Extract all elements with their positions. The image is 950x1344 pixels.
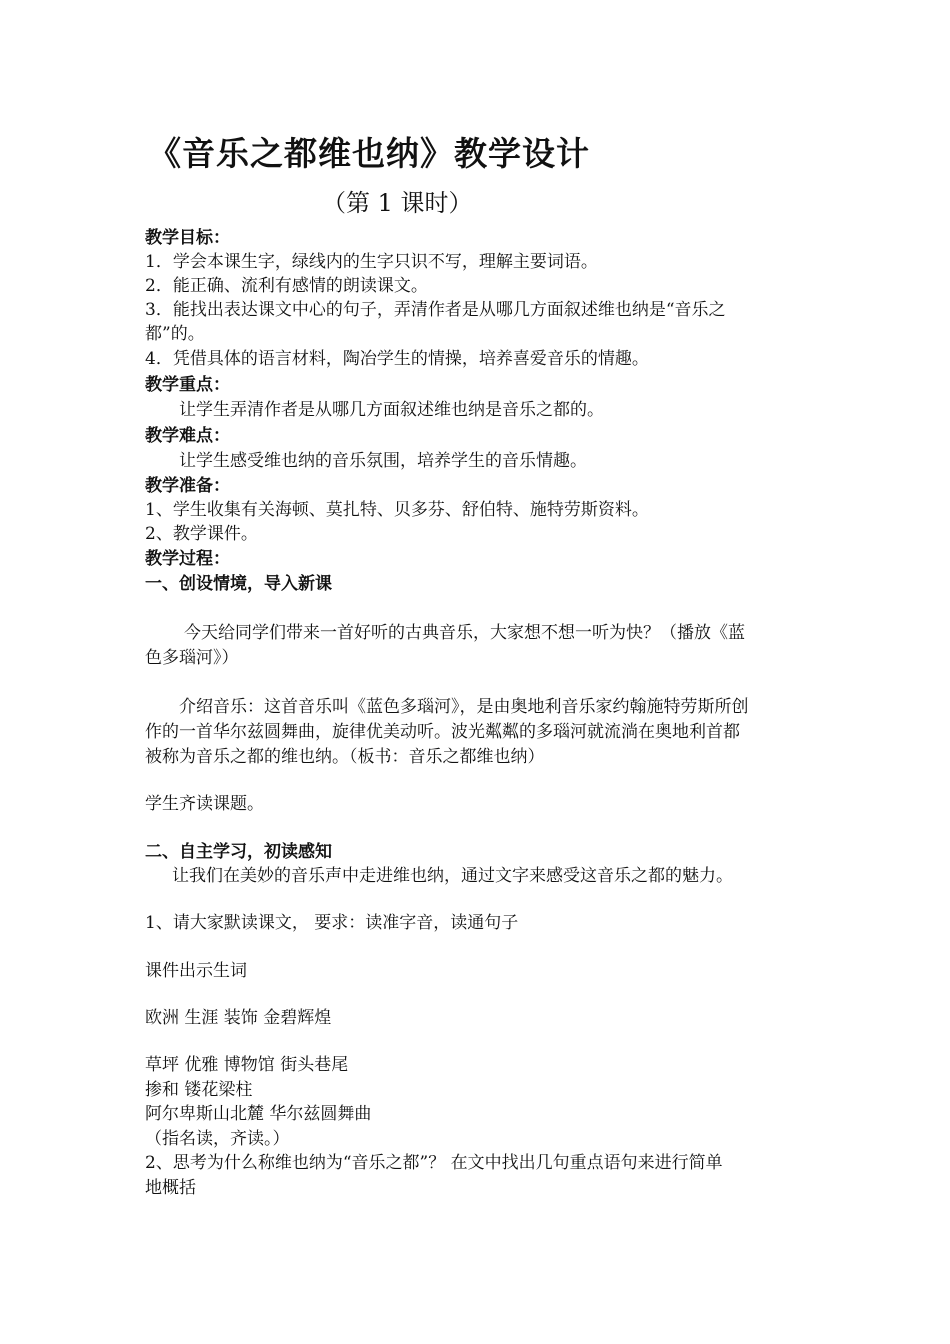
body-line: 作的一首华尔兹圆舞曲，旋律优美动听。波光粼粼的多瑙河就流淌在奥地利首都 bbox=[145, 722, 740, 742]
objective-line: 2．能正确、流利有感情的朗读课文。 bbox=[145, 276, 428, 296]
body-line: （指名读，齐读。） bbox=[145, 1129, 290, 1149]
objective-line: 都”的。 bbox=[145, 324, 205, 344]
document-subtitle: （第 1 课时） bbox=[322, 189, 473, 217]
body-line: 被称为音乐之都的维也纳。（板书：音乐之都维也纳） bbox=[145, 747, 545, 767]
body-line: 色多瑙河》） bbox=[145, 648, 239, 668]
body-line: 让我们在美妙的音乐声中走进维也纳，通过文字来感受这音乐之都的魅力。 bbox=[172, 866, 733, 886]
body-line: 2、思考为什么称维也纳为“音乐之都”？ 在文中找出几句重点语句来进行简单 bbox=[145, 1153, 723, 1173]
vocab-line: 欧洲 生涯 装饰 金碧辉煌 bbox=[145, 1008, 332, 1028]
vocab-line: 草坪 优雅 博物馆 街头巷尾 bbox=[145, 1055, 349, 1075]
heading-objectives: 教学目标： bbox=[145, 228, 230, 248]
objective-line: 4．凭借具体的语言材料，陶冶学生的情操，培养喜爱音乐的情趣。 bbox=[145, 349, 649, 369]
body-line: 1、学生收集有关海顿、莫扎特、贝多芬、舒伯特、施特劳斯资料。 bbox=[145, 500, 649, 520]
section-heading: 一、创设情境，导入新课 bbox=[145, 574, 332, 594]
body-line: 1、请大家默读课文， 要求：读准字音，读通句子 bbox=[145, 913, 519, 933]
body-line: 课件出示生词 bbox=[145, 961, 247, 981]
body-line: 今天给同学们带来一首好听的古典音乐，大家想不想一听为快？（播放《蓝 bbox=[184, 623, 745, 643]
heading-difficulties: 教学难点： bbox=[145, 426, 230, 446]
document-title: 《音乐之都维也纳》教学设计 bbox=[148, 134, 590, 173]
heading-preparation: 教学准备： bbox=[145, 476, 230, 496]
heading-key-points: 教学重点： bbox=[145, 375, 230, 395]
body-line: 让学生感受维也纳的音乐氛围，培养学生的音乐情趣。 bbox=[179, 451, 587, 471]
body-line: 地概括 bbox=[145, 1178, 196, 1198]
objective-line: 1．学会本课生字，绿线内的生字只识不写，理解主要词语。 bbox=[145, 252, 598, 272]
vocab-line: 阿尔卑斯山北麓 华尔兹圆舞曲 bbox=[145, 1104, 372, 1124]
body-line: 学生齐读课题。 bbox=[145, 794, 264, 814]
body-line: 介绍音乐：这首音乐叫《蓝色多瑙河》，是由奥地利音乐家约翰施特劳斯所创 bbox=[179, 697, 749, 717]
section-heading: 二、自主学习，初读感知 bbox=[145, 842, 332, 862]
body-line: 让学生弄清作者是从哪几方面叙述维也纳是音乐之都的。 bbox=[179, 400, 604, 420]
body-line: 2、教学课件。 bbox=[145, 524, 258, 544]
objective-line: 3．能找出表达课文中心的句子，弄清作者是从哪几方面叙述维也纳是“音乐之 bbox=[145, 300, 726, 320]
heading-process: 教学过程： bbox=[145, 549, 230, 569]
vocab-line: 掺和 镂花梁柱 bbox=[145, 1080, 253, 1100]
